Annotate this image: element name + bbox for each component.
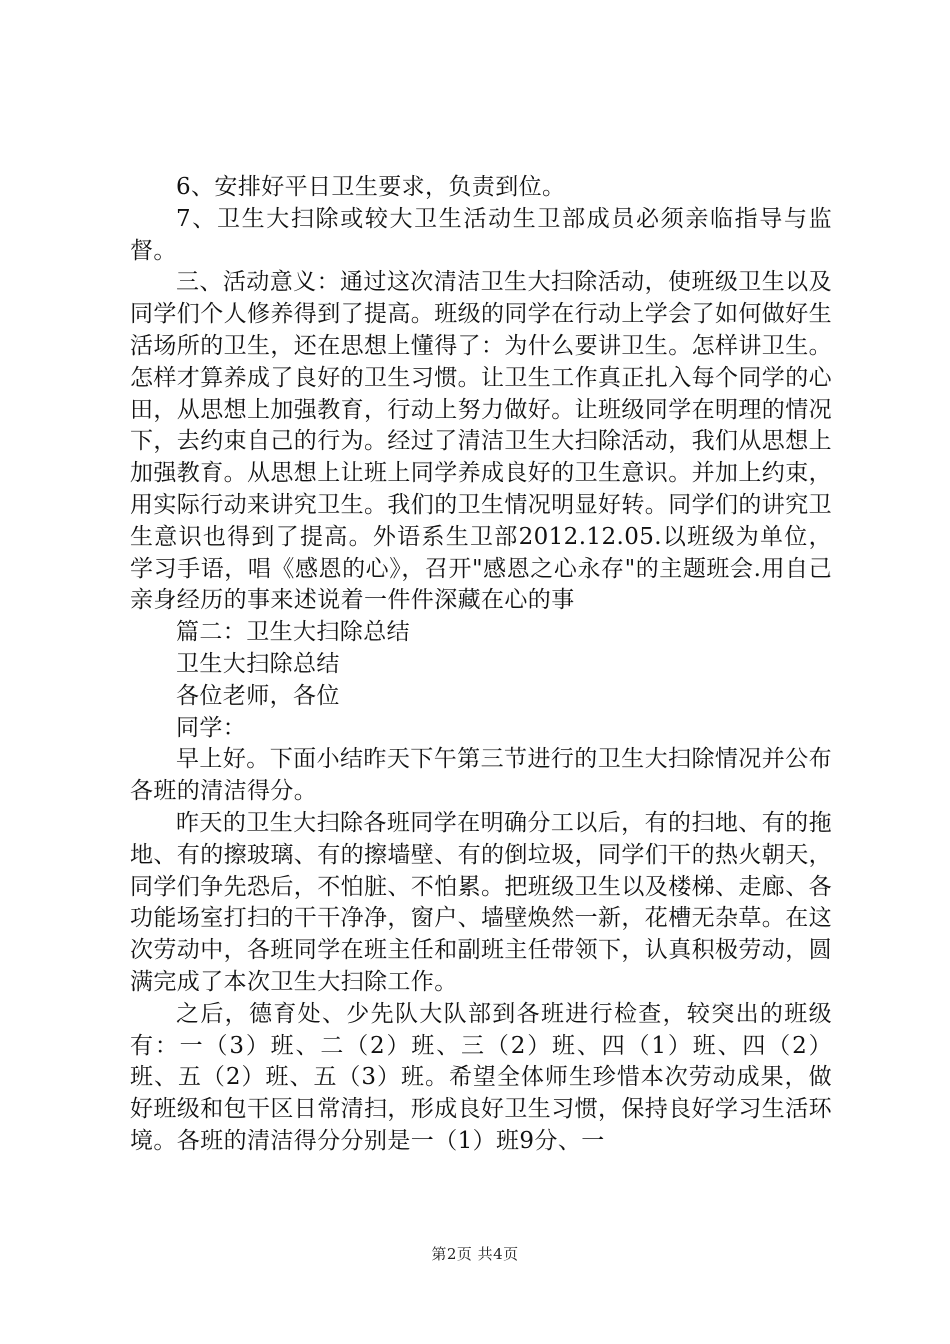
paragraph-greeting: 早上好。下面小结昨天下午第三节进行的卫生大扫除情况并公布各班的清洁得分。 <box>130 746 832 805</box>
document-title: 卫生大扫除总结 <box>176 650 340 677</box>
paragraph-activity-significance: 三、活动意义：通过这次清洁卫生大扫除活动，使班级卫生以及同学们个人修养得到了提高。班级的同学在行动上学会了如何做好生活场所的卫生，还在思想上懂得了：为什么要讲卫生。怎样讲卫生。怎样才算养成了良好的卫生习惯。让卫生工作真正扎入每个同学的心田，从思想上加强教育，行动上努力做好。让班级同学在明理的情况下，去约束自己的行为。经过了清洁卫生大扫除活动，我们从思想上加强教育。从思想上让班上同学养成良好的卫生意识。并加上约束，用实际行动来讲究卫生。我们的卫生情况明显好转。同学们的讲究卫生意识也得到了提高。外语系生卫部2012.12.05.以班级为单位，学习手语，唱《感恩的心》，召开"感恩之心永存"的主题班会.用自己亲身经历的事来述说着一件件深藏在心的事 <box>130 269 832 614</box>
salutation-teachers: 各位老师，各位 <box>176 682 340 709</box>
paragraph-item-6: 6、安排好平日卫生要求，负责到位。 <box>176 174 566 200</box>
paragraph-item-7: 7、卫生大扫除或较大卫生活动生卫部成员必须亲临指导与监督。 <box>130 205 832 264</box>
salutation-students: 同学： <box>176 714 247 741</box>
paragraph-cleanup-description: 昨天的卫生大扫除各班同学在明确分工以后，有的扫地、有的拖地、有的擦玻璃、有的擦墙壁、有的倒垃圾，同学们干的热火朝天，同学们争先恐后，不怕脏、不怕累。把班级卫生以及楼梯、走廊、各功能场室打扫的干干净净，窗户、墙壁焕然一新，花槽无杂草。在这次劳动中，各班同学在班主任和副班主任带领下，认真积极劳动，圆满完成了本次卫生大扫除工作。 <box>130 809 832 995</box>
paragraph-inspection-results: 之后，德育处、少先队大队部到各班进行检查，较突出的班级有：一（3）班、二（2）班、三（2）班、四（1）班、四（2）班、五（2）班、五（3）班。希望全体师生珍惜本次劳动成果，做好班级和包干区日常清扫，形成良好卫生习惯，保持良好学习生活环境。各班的清洁得分分别是一（1）班9分、一 <box>130 1000 832 1154</box>
page-number-footer: 第2页 共4页 <box>431 1245 519 1263</box>
section-heading-part-two: 篇二：卫生大扫除总结 <box>176 619 410 646</box>
document-body <box>130 172 832 1158</box>
